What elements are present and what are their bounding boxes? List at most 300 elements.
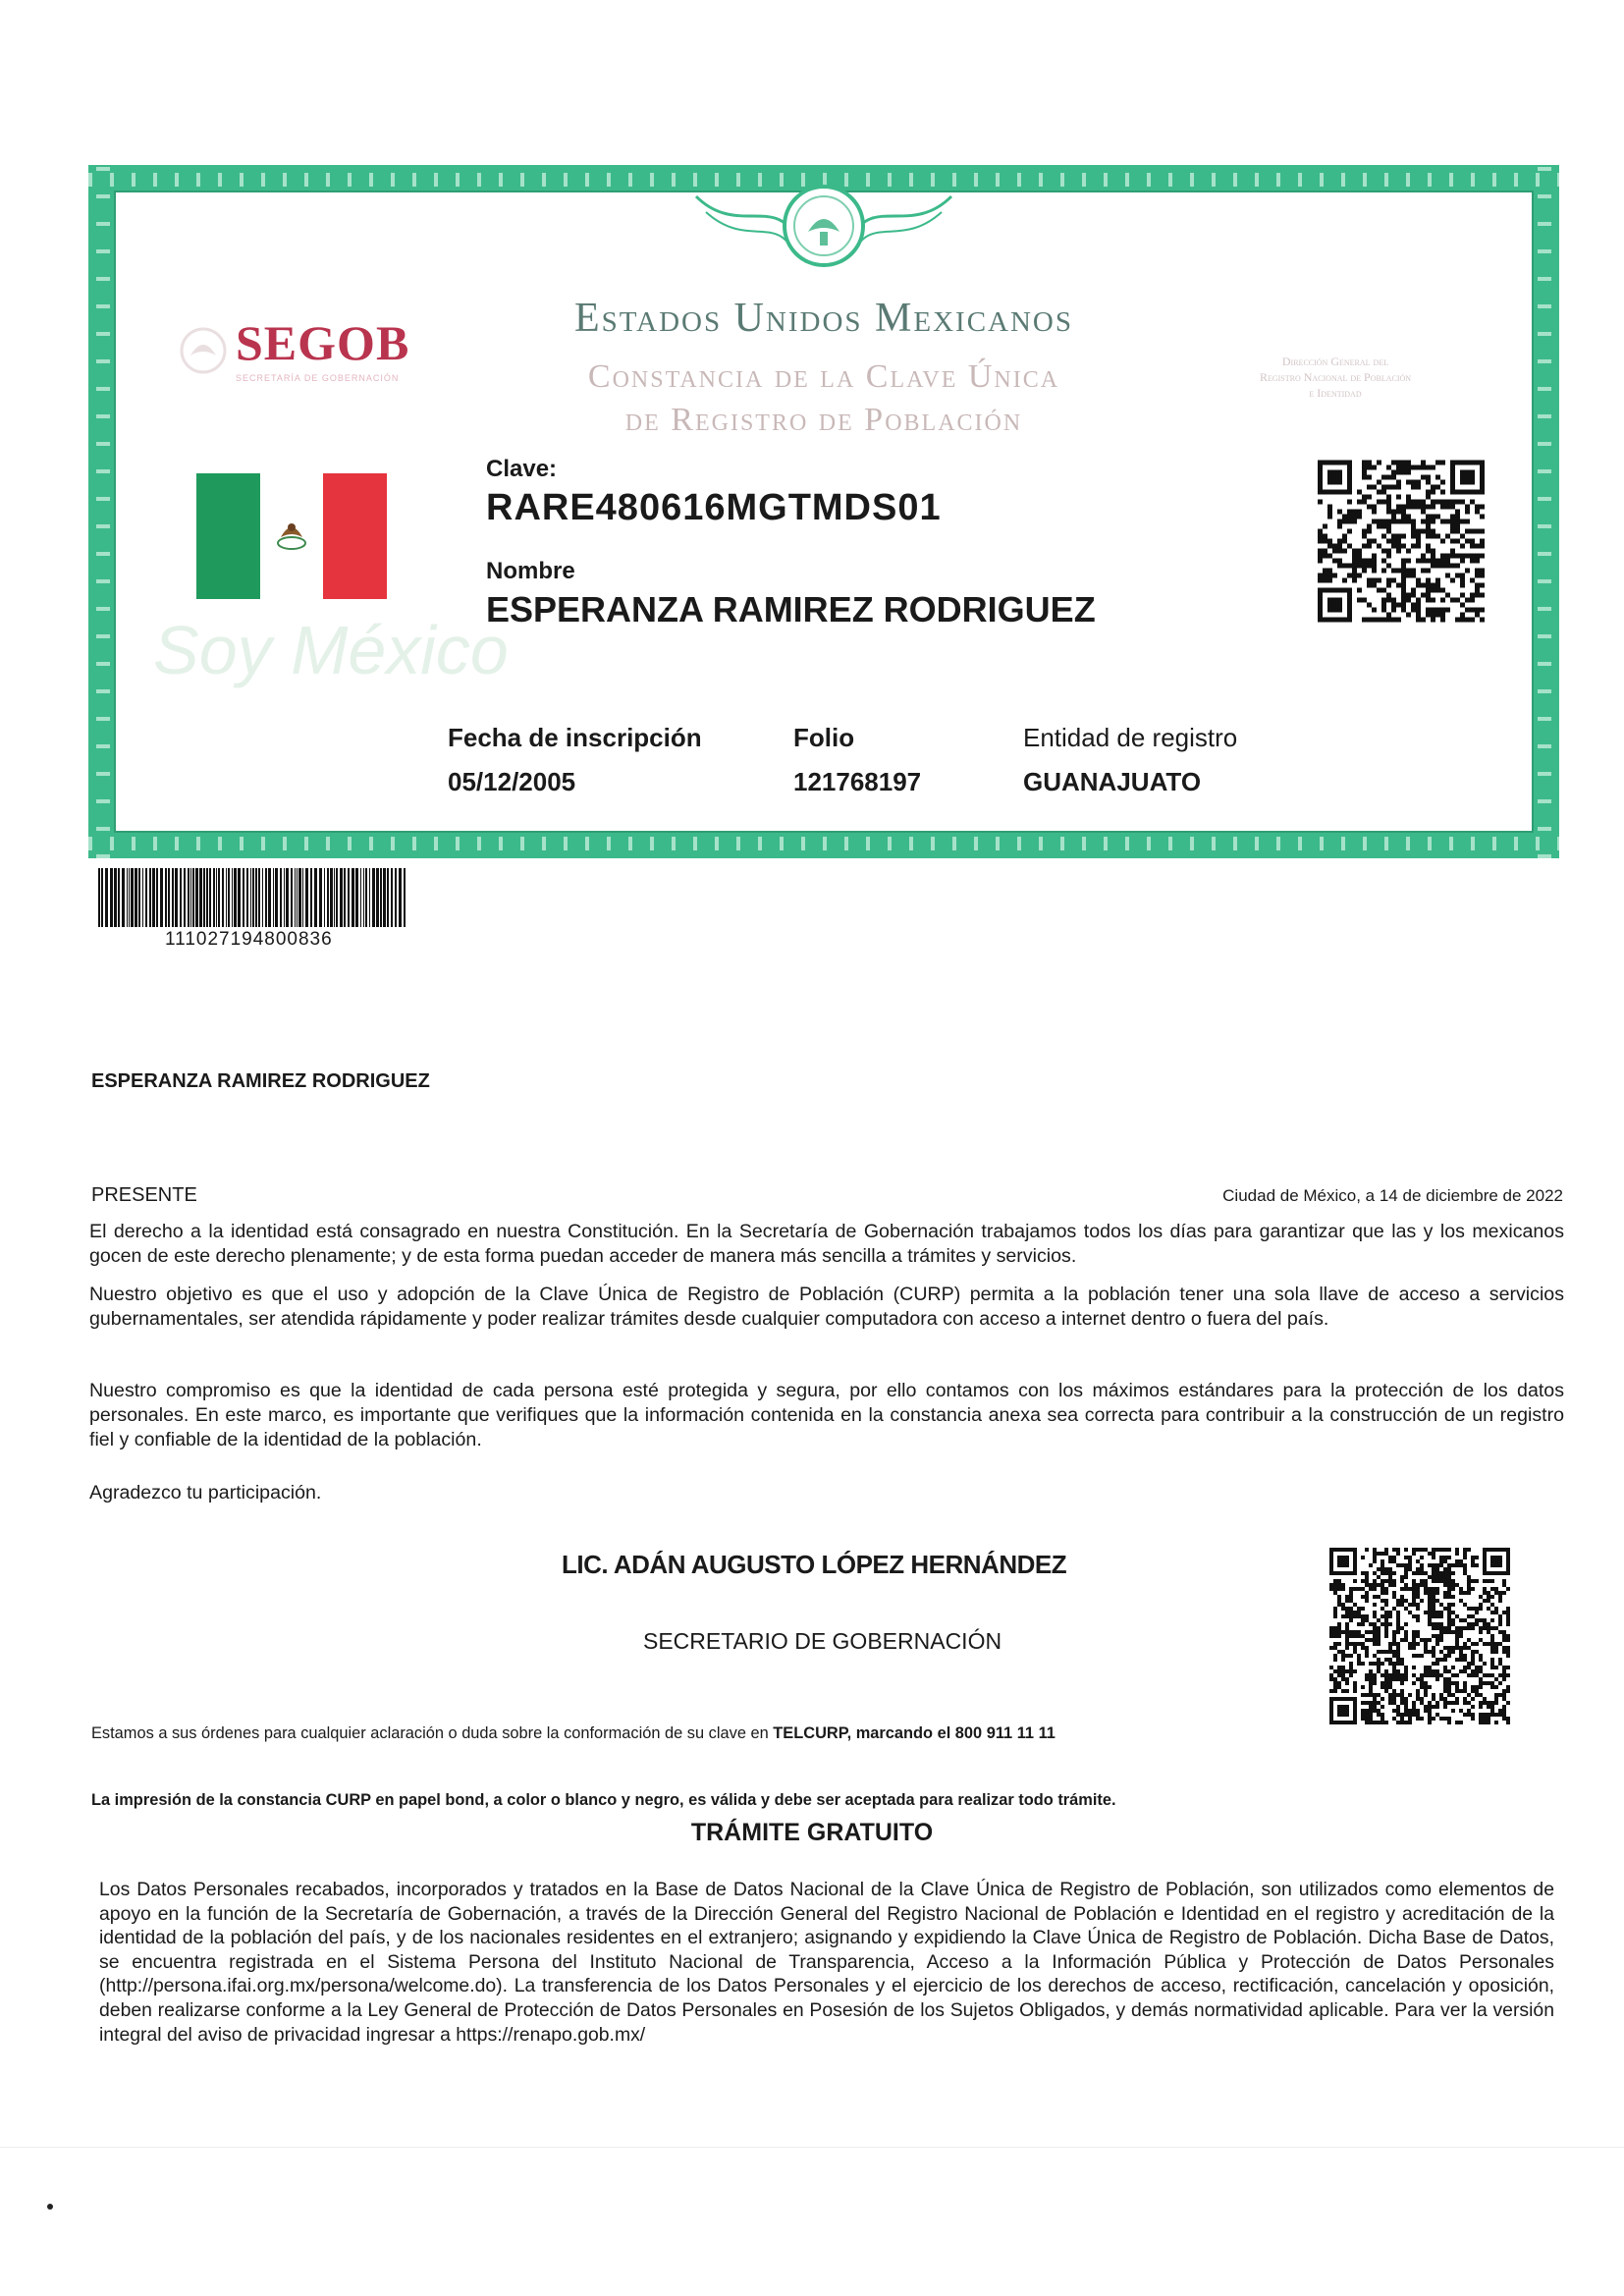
qr-module [1327, 574, 1332, 578]
qr-module [1408, 1713, 1412, 1717]
qr-module [1455, 510, 1460, 515]
qr-module [1475, 1618, 1479, 1622]
qr-module [1388, 1556, 1392, 1559]
qr-module [1365, 1673, 1369, 1677]
qr-module [1386, 495, 1391, 500]
qr-module [1439, 1697, 1443, 1701]
qr-module [1435, 1599, 1439, 1603]
qr-module [1329, 1689, 1333, 1693]
qr-module [1439, 1556, 1443, 1559]
frame-pattern-left [96, 165, 110, 858]
qr-module [1450, 505, 1455, 510]
qr-module [1426, 569, 1431, 574]
qr-module [1463, 1713, 1467, 1717]
qr-module [1440, 608, 1445, 613]
qr-module [1362, 470, 1367, 475]
qr-module [1451, 1681, 1455, 1685]
qr-module [1506, 1622, 1510, 1626]
contact-text: Estamos a sus órdenes para cualquier aclaración o duda sobre la conformación de su clave en [91, 1724, 769, 1742]
barcode-bar [295, 868, 296, 927]
qr-module [1435, 1579, 1439, 1583]
qr-module [1347, 529, 1352, 534]
qr-module [1345, 1681, 1349, 1685]
qr-finder-pattern [1337, 1705, 1349, 1717]
qr-module [1391, 608, 1396, 613]
qr-module [1361, 1701, 1365, 1705]
qr-module [1455, 1548, 1459, 1552]
qr-module [1440, 500, 1445, 505]
qr-module [1401, 578, 1406, 583]
qr-module [1365, 1654, 1369, 1658]
qr-module [1420, 1548, 1424, 1552]
qr-module [1490, 1638, 1494, 1642]
qr-module [1439, 1603, 1443, 1607]
qr-module [1455, 574, 1460, 578]
qr-module [1498, 1630, 1502, 1634]
qr-module [1367, 465, 1372, 470]
qr-module [1420, 1681, 1424, 1685]
qr-module [1392, 1654, 1396, 1658]
qr-module [1459, 1709, 1463, 1713]
qr-module [1357, 574, 1362, 578]
qr-module [1506, 1701, 1510, 1705]
qr-module [1432, 1556, 1435, 1559]
qr-module [1369, 1681, 1373, 1685]
qr-module [1439, 1658, 1443, 1662]
qr-module [1337, 1622, 1341, 1626]
qr-module [1428, 1709, 1432, 1713]
qr-module [1386, 549, 1391, 554]
qr-module [1380, 1650, 1384, 1654]
qr-module [1391, 515, 1396, 519]
qr-module [1450, 598, 1455, 603]
qr-module [1439, 1673, 1443, 1677]
qr-module [1490, 1713, 1494, 1717]
qr-module [1396, 1630, 1400, 1634]
qr-module [1475, 1563, 1479, 1567]
barcode-bar [284, 868, 285, 927]
qr-module [1471, 1556, 1475, 1559]
qr-module [1404, 1701, 1408, 1705]
barcode-bar [122, 868, 125, 927]
qr-module [1424, 1587, 1428, 1591]
qr-module [1467, 1701, 1471, 1705]
qr-module [1365, 1583, 1369, 1587]
qr-module [1349, 1599, 1353, 1603]
qr-module [1388, 1662, 1392, 1666]
barcode-bar [206, 868, 208, 927]
qr-module [1404, 1638, 1408, 1642]
qr-module [1447, 1701, 1451, 1705]
qr-module [1381, 534, 1386, 539]
certificate-qr-code [1318, 460, 1485, 623]
qr-module [1455, 524, 1460, 529]
qr-module [1498, 1595, 1502, 1599]
qr-module [1416, 1614, 1420, 1618]
qr-module [1388, 1681, 1392, 1685]
qr-module [1412, 1595, 1416, 1599]
qr-module [1447, 1591, 1451, 1595]
qr-module [1412, 1701, 1416, 1705]
qr-module [1357, 1658, 1361, 1662]
qr-module [1369, 1685, 1373, 1689]
qr-module [1349, 1634, 1353, 1638]
qr-module [1421, 510, 1426, 515]
qr-module [1400, 1599, 1404, 1603]
qr-module [1381, 549, 1386, 554]
qr-module [1341, 1673, 1345, 1677]
qr-module [1337, 559, 1342, 564]
qr-module [1408, 1603, 1412, 1607]
qr-module [1396, 470, 1401, 475]
qr-module [1498, 1614, 1502, 1618]
qr-module [1411, 519, 1416, 524]
qr-module [1372, 485, 1377, 490]
qr-module [1439, 1717, 1443, 1721]
barcode-bar [273, 868, 274, 927]
qr-module [1439, 1630, 1443, 1634]
qr-module [1384, 1587, 1388, 1591]
qr-module [1424, 1673, 1428, 1677]
qr-module [1445, 593, 1450, 598]
qr-module [1420, 1583, 1424, 1587]
qr-module [1426, 559, 1431, 564]
qr-module [1357, 1611, 1361, 1614]
qr-module [1421, 593, 1426, 598]
qr-module [1490, 1666, 1494, 1669]
qr-module [1416, 598, 1421, 603]
qr-module [1377, 500, 1381, 505]
qr-module [1455, 1583, 1459, 1587]
qr-module [1380, 1717, 1384, 1721]
barcode-bar [340, 868, 343, 927]
letter-paragraph-1: El derecho a la identidad está consagrado en nuestra Constitución. En la Secretaría de Gobernación trabajamos todos los días para garantizar que las y los mexicanos gocen de este derecho plenamente; y de esta forma puedan acceder de manera más sencilla a trámites y servicios. [89, 1221, 1564, 1267]
barcode-bar [310, 868, 312, 927]
qr-module [1341, 1677, 1345, 1681]
qr-module [1439, 1559, 1443, 1563]
qr-module [1352, 574, 1357, 578]
qr-module [1333, 1642, 1337, 1646]
qr-module [1483, 1642, 1487, 1646]
qr-module [1498, 1693, 1502, 1697]
qr-module [1380, 1607, 1384, 1611]
qr-module [1498, 1662, 1502, 1666]
qr-module [1333, 1630, 1337, 1634]
qr-module [1460, 519, 1465, 524]
qr-module [1465, 598, 1470, 603]
qr-module [1455, 1614, 1459, 1618]
qr-module [1384, 1603, 1388, 1607]
qr-module [1384, 1689, 1388, 1693]
qr-module [1349, 1587, 1353, 1591]
qr-module [1408, 1556, 1412, 1559]
qr-module [1450, 564, 1455, 569]
folio-value: 121768197 [793, 767, 922, 796]
qr-module [1447, 1563, 1451, 1567]
qr-module [1465, 569, 1470, 574]
qr-module [1450, 515, 1455, 519]
qr-module [1475, 1673, 1479, 1677]
qr-module [1475, 529, 1480, 534]
letter-paragraph-4: Agradezco tu participación. [89, 1482, 322, 1503]
qr-module [1431, 534, 1435, 539]
qr-module [1467, 1587, 1471, 1591]
qr-module [1443, 1630, 1447, 1634]
qr-module [1323, 578, 1327, 583]
qr-module [1416, 480, 1421, 485]
qr-module [1435, 608, 1440, 613]
qr-module [1447, 1622, 1451, 1626]
qr-module [1435, 1622, 1439, 1626]
qr-module [1401, 470, 1406, 475]
barcode-bar [265, 868, 267, 927]
qr-module [1416, 618, 1421, 623]
qr-module [1445, 608, 1450, 613]
qr-module [1443, 1646, 1447, 1650]
qr-module [1357, 1630, 1361, 1634]
qr-module [1467, 1626, 1471, 1630]
qr-module [1426, 549, 1431, 554]
qr-module [1411, 480, 1416, 485]
qr-module [1416, 500, 1421, 505]
qr-module [1490, 1650, 1494, 1654]
qr-module [1396, 539, 1401, 544]
barcode-bar [190, 868, 191, 927]
qr-module [1404, 1599, 1408, 1603]
barcode-bar [275, 868, 278, 927]
qr-module [1426, 490, 1431, 495]
qr-module [1428, 1685, 1432, 1689]
qr-module [1443, 1556, 1447, 1559]
qr-module [1479, 1701, 1483, 1705]
barcode-bar [218, 868, 220, 927]
barcode-bar [175, 868, 178, 927]
qr-module [1318, 549, 1323, 554]
qr-module [1426, 578, 1431, 583]
qr-module [1426, 519, 1431, 524]
qr-module [1435, 1567, 1439, 1571]
qr-module [1400, 1658, 1404, 1662]
qr-module [1445, 500, 1450, 505]
flag-white-stripe [260, 473, 324, 599]
qr-module [1352, 519, 1357, 524]
qr-module [1342, 539, 1347, 544]
qr-module [1479, 1638, 1483, 1642]
qr-module [1411, 588, 1416, 593]
qr-module [1479, 1705, 1483, 1709]
qr-module [1411, 505, 1416, 510]
qr-module [1431, 554, 1435, 559]
qr-module [1404, 1713, 1408, 1717]
qr-module [1388, 1658, 1392, 1662]
qr-module [1463, 1658, 1467, 1662]
qr-module [1420, 1579, 1424, 1583]
qr-module [1329, 1630, 1333, 1634]
qr-module [1400, 1662, 1404, 1666]
qr-module [1337, 1642, 1341, 1646]
segob-subtitle: SECRETARÍA DE GOBERNACIÓN [236, 373, 400, 383]
qr-module [1408, 1693, 1412, 1697]
qr-module [1361, 1634, 1365, 1638]
barcode-bar [138, 868, 140, 927]
qr-module [1460, 583, 1465, 588]
qr-module [1401, 608, 1406, 613]
qr-finder-pattern [1337, 1556, 1349, 1567]
qr-module [1365, 1579, 1369, 1583]
qr-module [1428, 1595, 1432, 1599]
qr-module [1451, 1587, 1455, 1591]
qr-module [1439, 1563, 1443, 1567]
qr-module [1435, 485, 1440, 490]
qr-module [1367, 461, 1372, 465]
qr-module [1490, 1673, 1494, 1677]
qr-module [1341, 1650, 1345, 1654]
qr-module [1362, 475, 1367, 480]
qr-module [1479, 1713, 1483, 1717]
qr-module [1412, 1579, 1416, 1583]
qr-module [1443, 1654, 1447, 1658]
qr-module [1463, 1626, 1467, 1630]
qr-module [1392, 1638, 1396, 1642]
qr-module [1318, 554, 1323, 559]
qr-module [1475, 574, 1480, 578]
barcode-bar [302, 868, 303, 927]
qr-module [1498, 1618, 1502, 1622]
qr-module [1362, 534, 1367, 539]
qr-module [1451, 1666, 1455, 1669]
qr-module [1440, 539, 1445, 544]
qr-module [1506, 1721, 1510, 1724]
qr-module [1443, 1701, 1447, 1705]
qr-module [1384, 1669, 1388, 1673]
qr-module [1332, 549, 1337, 554]
qr-module [1396, 1677, 1400, 1681]
qr-module [1369, 1717, 1373, 1721]
qr-module [1392, 1630, 1396, 1634]
qr-module [1435, 1611, 1439, 1614]
qr-module [1392, 1650, 1396, 1654]
qr-module [1380, 1591, 1384, 1595]
qr-module [1384, 1599, 1388, 1603]
qr-module [1420, 1673, 1424, 1677]
qr-module [1480, 583, 1485, 588]
qr-module [1380, 1571, 1384, 1575]
qr-module [1373, 1709, 1377, 1713]
qr-module [1384, 1681, 1388, 1685]
qr-module [1416, 1587, 1420, 1591]
qr-module [1401, 564, 1406, 569]
qr-module [1380, 1583, 1384, 1587]
barcode-bar [268, 868, 271, 927]
qr-module [1333, 1583, 1337, 1587]
qr-module [1372, 505, 1377, 510]
qr-module [1391, 578, 1396, 583]
qr-module [1318, 559, 1323, 564]
qr-module [1377, 544, 1381, 549]
qr-module [1506, 1689, 1510, 1693]
qr-module [1380, 1563, 1384, 1567]
qr-module [1349, 1607, 1353, 1611]
qr-module [1475, 1650, 1479, 1654]
qr-module [1373, 1583, 1377, 1587]
qr-module [1365, 1548, 1369, 1552]
qr-module [1498, 1713, 1502, 1717]
qr-module [1380, 1567, 1384, 1571]
qr-module [1396, 1599, 1400, 1603]
qr-module [1459, 1669, 1463, 1673]
qr-module [1367, 524, 1372, 529]
qr-module [1352, 549, 1357, 554]
qr-module [1428, 1721, 1432, 1724]
qr-module [1412, 1548, 1416, 1552]
qr-module [1349, 1666, 1353, 1669]
qr-module [1470, 544, 1475, 549]
barcode-bar [258, 868, 260, 927]
barcode-bar [222, 868, 224, 927]
qr-module [1401, 505, 1406, 510]
qr-module [1404, 1677, 1408, 1681]
qr-module [1470, 500, 1475, 505]
qr-module [1440, 564, 1445, 569]
barcode-bar [168, 868, 170, 927]
qr-module [1392, 1673, 1396, 1677]
qr-module [1373, 1630, 1377, 1634]
qr-module [1406, 515, 1411, 519]
qr-module [1483, 1701, 1487, 1705]
qr-module [1361, 1622, 1365, 1626]
qr-module [1337, 1666, 1341, 1669]
qr-module [1424, 1638, 1428, 1642]
qr-module [1447, 1611, 1451, 1614]
qr-module [1498, 1642, 1502, 1646]
qr-module [1377, 1709, 1380, 1713]
qr-module [1440, 588, 1445, 593]
qr-module [1372, 554, 1377, 559]
signer-title: SECRETARIO DE GOBERNACIÓN [643, 1628, 1002, 1654]
qr-module [1400, 1721, 1404, 1724]
qr-module [1471, 1658, 1475, 1662]
qr-module [1373, 1611, 1377, 1614]
qr-module [1345, 1634, 1349, 1638]
qr-module [1455, 519, 1460, 524]
qr-module [1428, 1618, 1432, 1622]
qr-module [1349, 1595, 1353, 1599]
barcode-bar [149, 868, 151, 927]
qr-module [1440, 613, 1445, 618]
qr-module [1424, 1646, 1428, 1650]
qr-module [1377, 1583, 1380, 1587]
signer-name: LIC. ADÁN AUGUSTO LÓPEZ HERNÁNDEZ [562, 1550, 1067, 1579]
qr-module [1380, 1713, 1384, 1717]
qr-module [1440, 598, 1445, 603]
barcode-bar [110, 868, 113, 927]
qr-module [1373, 1603, 1377, 1607]
qr-module [1381, 475, 1386, 480]
qr-module [1421, 554, 1426, 559]
qr-module [1426, 613, 1431, 618]
qr-module [1471, 1689, 1475, 1693]
flag-green-stripe [196, 473, 260, 599]
qr-module [1463, 1669, 1467, 1673]
qr-module [1406, 559, 1411, 564]
qr-module [1381, 588, 1386, 593]
qr-module [1318, 534, 1323, 539]
qr-module [1373, 1654, 1377, 1658]
qr-module [1471, 1654, 1475, 1658]
qr-module [1416, 544, 1421, 549]
qr-module [1337, 544, 1342, 549]
folio [793, 723, 921, 797]
